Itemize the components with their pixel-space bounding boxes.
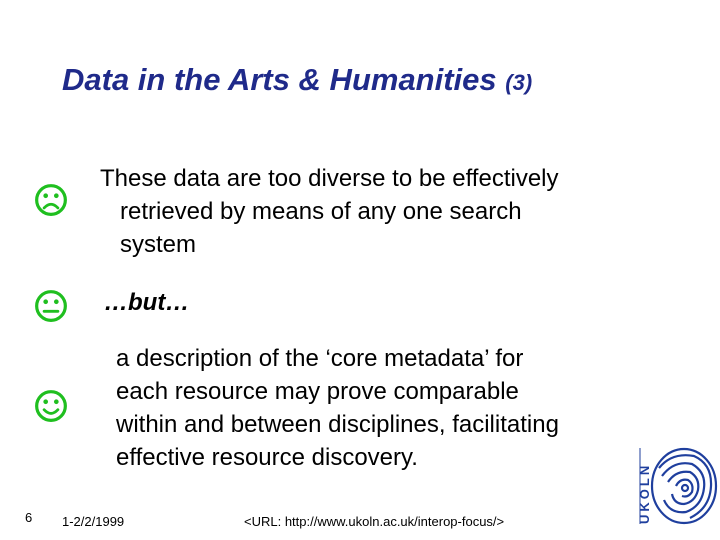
- slide-title-text: Data in the Arts & Humanities: [62, 62, 497, 97]
- bullet-line: …but…: [104, 289, 190, 316]
- bullet-line: a description of the ‘core metadata’ for: [116, 345, 524, 372]
- bullet-line: system: [120, 231, 197, 258]
- smiley-face-icon: [34, 389, 68, 423]
- ukoln-logo-text: UKOLN: [637, 462, 652, 524]
- slide-title: [62, 62, 532, 98]
- bullet-line: These data are too diverse to be effectively: [100, 165, 559, 192]
- slide-title-number: (3): [505, 70, 533, 95]
- bullet-point-core-metadata: [116, 342, 559, 474]
- sad-face-icon: [34, 183, 68, 217]
- slide-date: 1-2/2/1999: [62, 514, 125, 529]
- bullet-line: effective resource discovery.: [116, 444, 418, 471]
- bullet-point-diverse-data: [100, 162, 559, 261]
- bullet-point-but: [104, 286, 189, 319]
- slide-url: <URL: http://www.ukoln.ac.uk/interop-focus/>: [244, 514, 505, 529]
- neutral-face-icon: [34, 289, 68, 323]
- ukoln-logo: [632, 446, 718, 526]
- slide-number: 6: [25, 510, 33, 525]
- bullet-line: within and between disciplines, facilitating: [116, 411, 559, 438]
- bullet-line: each resource may prove comparable: [116, 378, 519, 405]
- bullet-line: retrieved by means of any one search: [120, 198, 522, 225]
